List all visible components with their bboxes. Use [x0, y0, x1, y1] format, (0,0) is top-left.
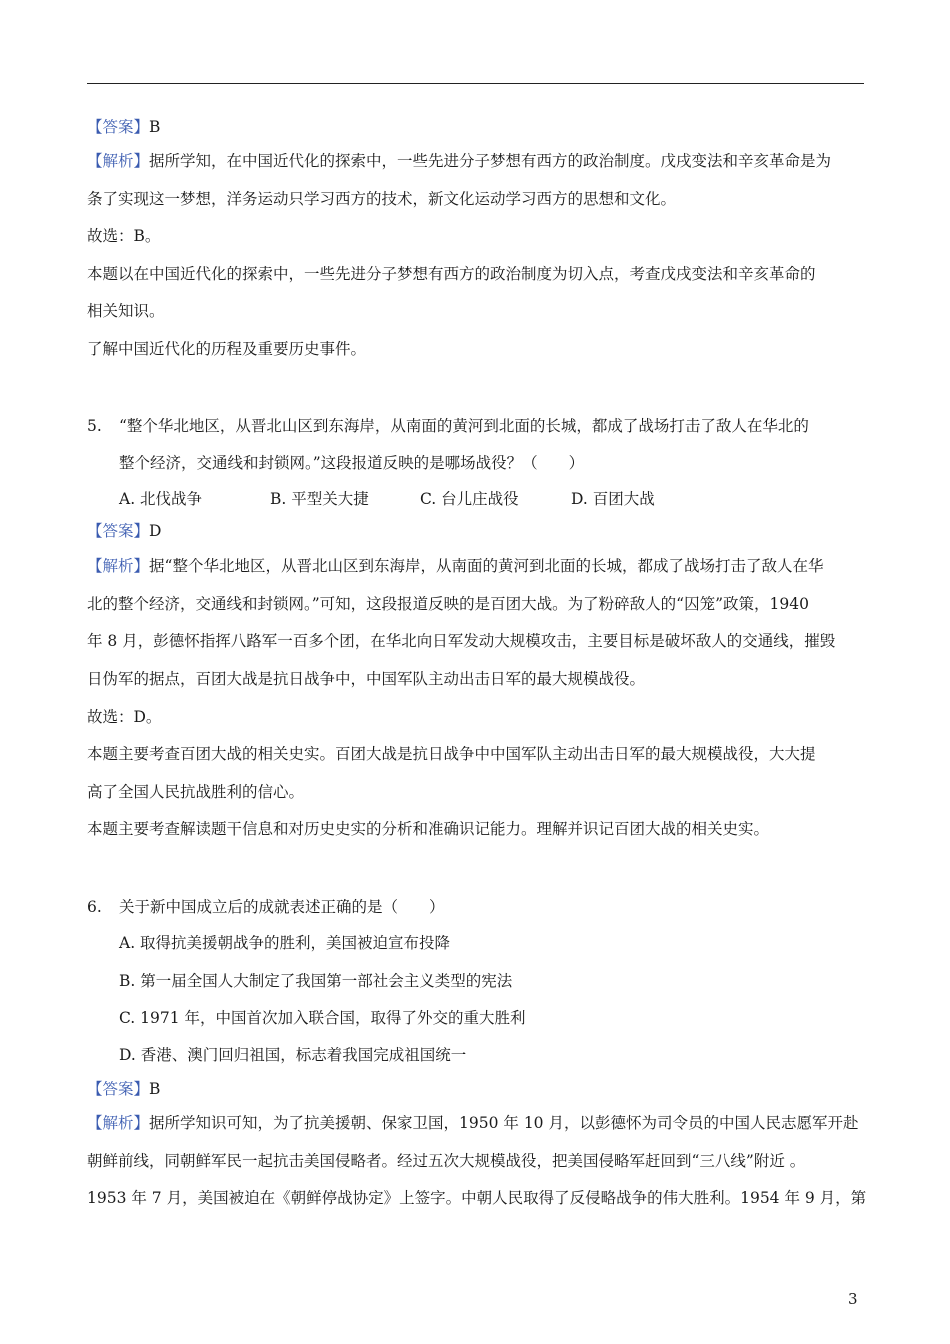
q5-option-d: D. 百团大战 [571, 490, 655, 508]
q6-number: 6. [87, 898, 102, 916]
q4-note: 本题以在中国近代化的探索中，一些先进分子梦想有西方的政治制度为切入点，考查戊戌变法和辛亥革命的 [87, 265, 816, 283]
q6-option-c: C. 1971 年，中国首次加入联合国，取得了外交的重大胜利 [119, 1009, 526, 1027]
q5-stem-cont: 整个经济，交通线和封锁网。”这段报道反映的是哪场战役？（ ） [119, 454, 585, 472]
q6-option-a: A. 取得抗美援朝战争的胜利，美国被迫宣布投降 [119, 934, 451, 952]
q4-choice: 故选：B。 [87, 227, 161, 245]
q5-analysis-cont2: 年 8 月，彭德怀指挥八路军一百多个团，在华北向日军发动大规模攻击，主要目标是破坏敌人的交通线，摧毁 [87, 632, 836, 650]
q6-answer: 【答案】B [87, 1080, 161, 1098]
q4-summary: 了解中国近代化的历程及重要历史事件。 [87, 340, 367, 358]
page-number: 3 [848, 1290, 858, 1308]
q6-option-d: D. 香港、澳门回归祖国，标志着我国完成祖国统一 [119, 1046, 467, 1064]
q5-option-c: C. 台儿庄战役 [420, 490, 519, 508]
q5-number: 5. [87, 417, 102, 435]
q5-note-cont: 高了全国人民抗战胜利的信心。 [87, 783, 305, 801]
q5-answer: 【答案】D [87, 522, 162, 540]
q6-analysis-cont1: 朝鲜前线，同朝鲜军民一起抗击美国侵略者。经过五次大规模战役，把美国侵略军赶回到“三八线”附近 。 [87, 1152, 806, 1170]
q4-answer: 【答案】B [87, 118, 161, 136]
q6-analysis-cont2: 1953 年 7 月，美国被迫在《朝鲜停战协定》上签字。中朝人民取得了反侵略战争的伟大胜利。1954 年 9 月，第 [87, 1189, 867, 1207]
q5-option-a: A. 北伐战争 [119, 490, 203, 508]
q5-choice: 故选：D。 [87, 708, 162, 726]
q5-note: 本题主要考查百团大战的相关史实。百团大战是抗日战争中中国军队主动出击日军的最大规模战役，大大提 [87, 745, 816, 763]
q5-analysis-cont3: 日伪军的据点，百团大战是抗日战争中，中国军队主动出击日军的最大规模战役。 [87, 670, 646, 688]
header-rule [87, 83, 864, 84]
q6-stem: 关于新中国成立后的成就表述正确的是（ ） [119, 898, 445, 916]
q4-analysis: 【解析】据所学知，在中国近代化的探索中，一些先进分子梦想有西方的政治制度。戊戌变法和辛亥革命是为 [87, 152, 832, 170]
q4-analysis-cont: 条了实现这一梦想，洋务运动只学习西方的技术，新文化运动学习西方的思想和文化。 [87, 190, 677, 208]
q5-stem: “整个华北地区，从晋北山区到东海岸，从南面的黄河到北面的长城，都成了战场打击了敌人在华北的 [119, 417, 809, 435]
q5-summary: 本题主要考查解读题干信息和对历史史实的分析和准确识记能力。理解并识记百团大战的相关史实。 [87, 820, 770, 838]
q5-analysis: 【解析】据“整个华北地区，从晋北山区到东海岸，从南面的黄河到北面的长城，都成了战场打击了敌人在华 [87, 557, 824, 575]
q6-option-b: B. 第一届全国人大制定了我国第一部社会主义类型的宪法 [119, 972, 513, 990]
q6-analysis: 【解析】据所学知识可知，为了抗美援朝、保家卫国，1950 年 10 月，以彭德怀为司令员的中国人民志愿军开赴 [87, 1114, 859, 1132]
q5-option-b: B. 平型关大捷 [270, 490, 369, 508]
q4-note-cont: 相关知识。 [87, 302, 165, 320]
q5-analysis-cont1: 北的整个经济，交通线和封锁网。”可知，这段报道反映的是百团大战。为了粉碎敌人的“囚笼”政策，1940 [87, 595, 809, 613]
